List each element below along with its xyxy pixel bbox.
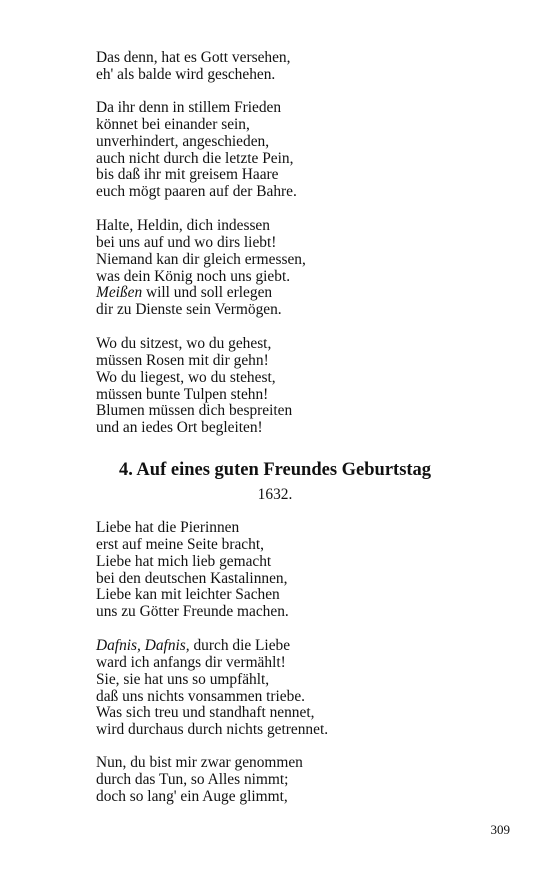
stanza-7 bbox=[96, 755, 476, 806]
stanza-5 bbox=[96, 520, 476, 621]
verse-line: daß uns nichts vonsammen triebe. bbox=[96, 687, 306, 705]
verse-line: unverhindert, angeschieden, bbox=[96, 132, 270, 150]
place-name-italic: Meißen bbox=[96, 284, 143, 302]
verse-line: müssen bunte Tulpen stehn! bbox=[96, 385, 269, 403]
stanza-1 bbox=[96, 50, 476, 84]
verse-line: Da ihr denn in stillem Frieden bbox=[96, 99, 282, 116]
verse-line: Das denn, hat es Gott versehen, bbox=[96, 49, 291, 66]
page-number: 309 bbox=[490, 822, 510, 837]
stanza-2 bbox=[96, 100, 476, 201]
verse-line: Halte, Heldin, dich indessen bbox=[96, 217, 270, 234]
verse-line: Nun, du bist mir zwar genommen bbox=[96, 754, 303, 771]
verse-line: was dein König noch uns giebt. bbox=[96, 267, 291, 285]
verse-line: bei den deutschen Kastalinnen, bbox=[96, 569, 288, 587]
poem-year: 1632. bbox=[257, 486, 293, 503]
verse-line: ward ich anfangs dir vermählt! bbox=[96, 653, 286, 671]
verse-line: durch das Tun, so Alles nimmt; bbox=[96, 770, 289, 788]
verse-line bbox=[96, 638, 476, 655]
verse-line: wird durchaus durch nichts getrennet. bbox=[96, 721, 329, 739]
verse-line: dir zu Dienste sein Vermögen. bbox=[96, 301, 282, 319]
verse-line: Liebe kan mit leichter Sachen bbox=[96, 586, 280, 604]
verse-line: Blumen müssen dich bespreiten bbox=[96, 402, 293, 420]
verse-line-rest: durch die Liebe bbox=[189, 637, 291, 654]
stanza-6 bbox=[96, 638, 476, 739]
verse-line: erst auf meine Seite bracht, bbox=[96, 535, 264, 553]
verse-line: auch nicht durch die letzte Pein, bbox=[96, 149, 294, 167]
verse-line: Liebe hat mich lieb gemacht bbox=[96, 552, 272, 570]
verse-line: Wo du liegest, wo du stehest, bbox=[96, 368, 276, 386]
verse-line: bei uns auf und wo dirs liebt! bbox=[96, 233, 277, 251]
name-italic: Dafnis, Dafnis, bbox=[96, 637, 190, 654]
verse-line: Wo du sitzest, wo du gehest, bbox=[96, 335, 272, 352]
verse-line: euch mögt paaren auf der Bahre. bbox=[96, 183, 297, 201]
verse-line: uns zu Götter Freunde machen. bbox=[96, 603, 289, 621]
verse-line: Liebe hat die Pierinnen bbox=[96, 519, 240, 536]
verse-line: und an iedes Ort begleiten! bbox=[96, 419, 263, 437]
verse-line: doch so lang' ein Auge glimmt, bbox=[96, 787, 288, 805]
verse-line: bis daß ihr mit greisem Haare bbox=[96, 166, 279, 184]
verse-line: müssen Rosen mit dir gehn! bbox=[96, 351, 269, 369]
verse-line bbox=[96, 285, 476, 302]
verse-line: könnet bei einander sein, bbox=[96, 115, 250, 133]
verse-line: Was sich treu und standhaft nennet, bbox=[96, 704, 315, 722]
stanza-4 bbox=[96, 336, 476, 437]
stanza-3 bbox=[96, 218, 476, 319]
verse-line: eh' als balde wird geschehen. bbox=[96, 65, 276, 83]
verse-line: Sie, sie hat uns so umpfählt, bbox=[96, 670, 270, 688]
verse-line: Niemand kan dir gleich ermessen, bbox=[96, 250, 306, 268]
verse-line-rest: will und soll erlegen bbox=[142, 284, 273, 302]
poem-title: 4. Auf eines guten Freundes Geburtstag bbox=[118, 460, 432, 480]
